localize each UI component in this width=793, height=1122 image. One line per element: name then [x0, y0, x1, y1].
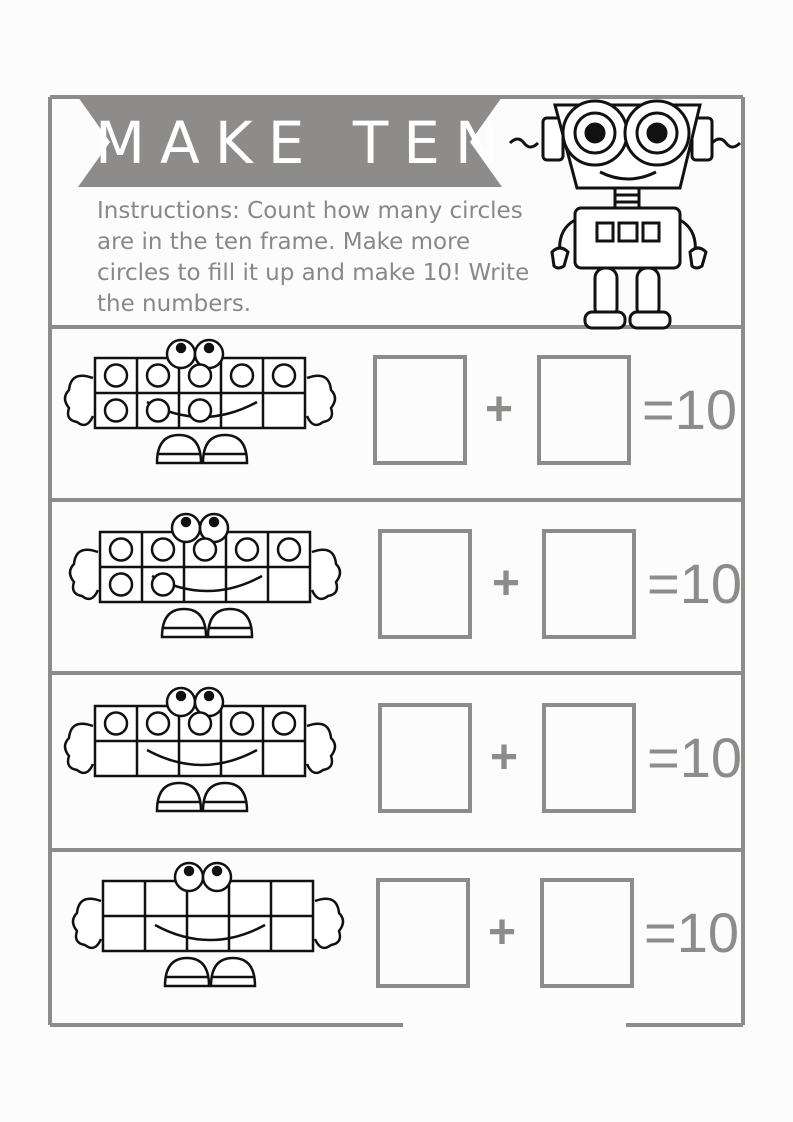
- plus-sign: +: [492, 557, 521, 610]
- ten-frame-monster: [70, 514, 340, 637]
- equals-ten-label: =10: [647, 552, 742, 615]
- ten-frame-counter: [231, 365, 253, 387]
- answer-box-missing[interactable]: [542, 703, 636, 813]
- ten-frame-counter: [189, 713, 211, 735]
- ten-frame-counter: [231, 713, 253, 735]
- answer-box-count[interactable]: [373, 355, 467, 465]
- ten-frame-counter: [105, 400, 127, 422]
- ten-frame-counter: [189, 365, 211, 387]
- ten-frame-counter: [273, 713, 295, 735]
- plus-sign: +: [488, 906, 517, 959]
- ten-frame-counter: [152, 574, 174, 596]
- ten-frame-monster: [65, 688, 335, 811]
- ten-frame-counter: [236, 539, 258, 561]
- answer-box-missing[interactable]: [542, 529, 636, 639]
- monster-shoe-left: [162, 609, 206, 637]
- ten-frame-monster: [73, 863, 343, 986]
- answer-box-missing[interactable]: [540, 878, 634, 988]
- monster-hand-left: [65, 376, 93, 425]
- ten-frame-counter: [110, 539, 132, 561]
- monster-hand-right: [312, 550, 340, 599]
- monster-shoe-right: [203, 435, 247, 463]
- monster-hand-right: [315, 899, 343, 948]
- monster-shoe-right: [211, 958, 255, 986]
- ten-frame-counter: [152, 539, 174, 561]
- ten-frame-counter: [194, 539, 216, 561]
- ten-frame-counter: [273, 365, 295, 387]
- monster-shoe-left: [157, 435, 201, 463]
- equals-ten-label: =10: [647, 726, 742, 789]
- monster-hand-left: [73, 899, 101, 948]
- ten-frame-counter: [105, 365, 127, 387]
- monster-shoe-left: [157, 783, 201, 811]
- ten-frame-monster: [65, 340, 335, 463]
- monster-hand-left: [65, 724, 93, 773]
- page-title: MAKE TEN: [95, 109, 514, 177]
- ten-frame-counter: [147, 400, 169, 422]
- monster-hand-right: [307, 376, 335, 425]
- answer-box-count[interactable]: [378, 529, 472, 639]
- equals-ten-label: =10: [644, 901, 739, 964]
- equals-ten-label: =10: [642, 378, 737, 441]
- plus-sign: +: [490, 731, 519, 784]
- ten-frame-counter: [147, 713, 169, 735]
- monster-hand-left: [70, 550, 98, 599]
- monster-shoe-right: [208, 609, 252, 637]
- ten-frame-counter: [110, 574, 132, 596]
- ten-frame-counter: [147, 365, 169, 387]
- ten-frame-counter: [278, 539, 300, 561]
- ten-frame-counter: [105, 713, 127, 735]
- monster-shoe-right: [203, 783, 247, 811]
- monster-shoe-left: [165, 958, 209, 986]
- plus-sign: +: [485, 383, 514, 436]
- answer-box-count[interactable]: [376, 878, 470, 988]
- answer-box-count[interactable]: [378, 703, 472, 813]
- instructions-text: Instructions: Count how many circles are in the ten frame. Make more circles to fill it up and make 10! Write the numbers.: [97, 198, 530, 317]
- ten-frame-counter: [189, 400, 211, 422]
- answer-box-missing[interactable]: [537, 355, 631, 465]
- monster-hand-right: [307, 724, 335, 773]
